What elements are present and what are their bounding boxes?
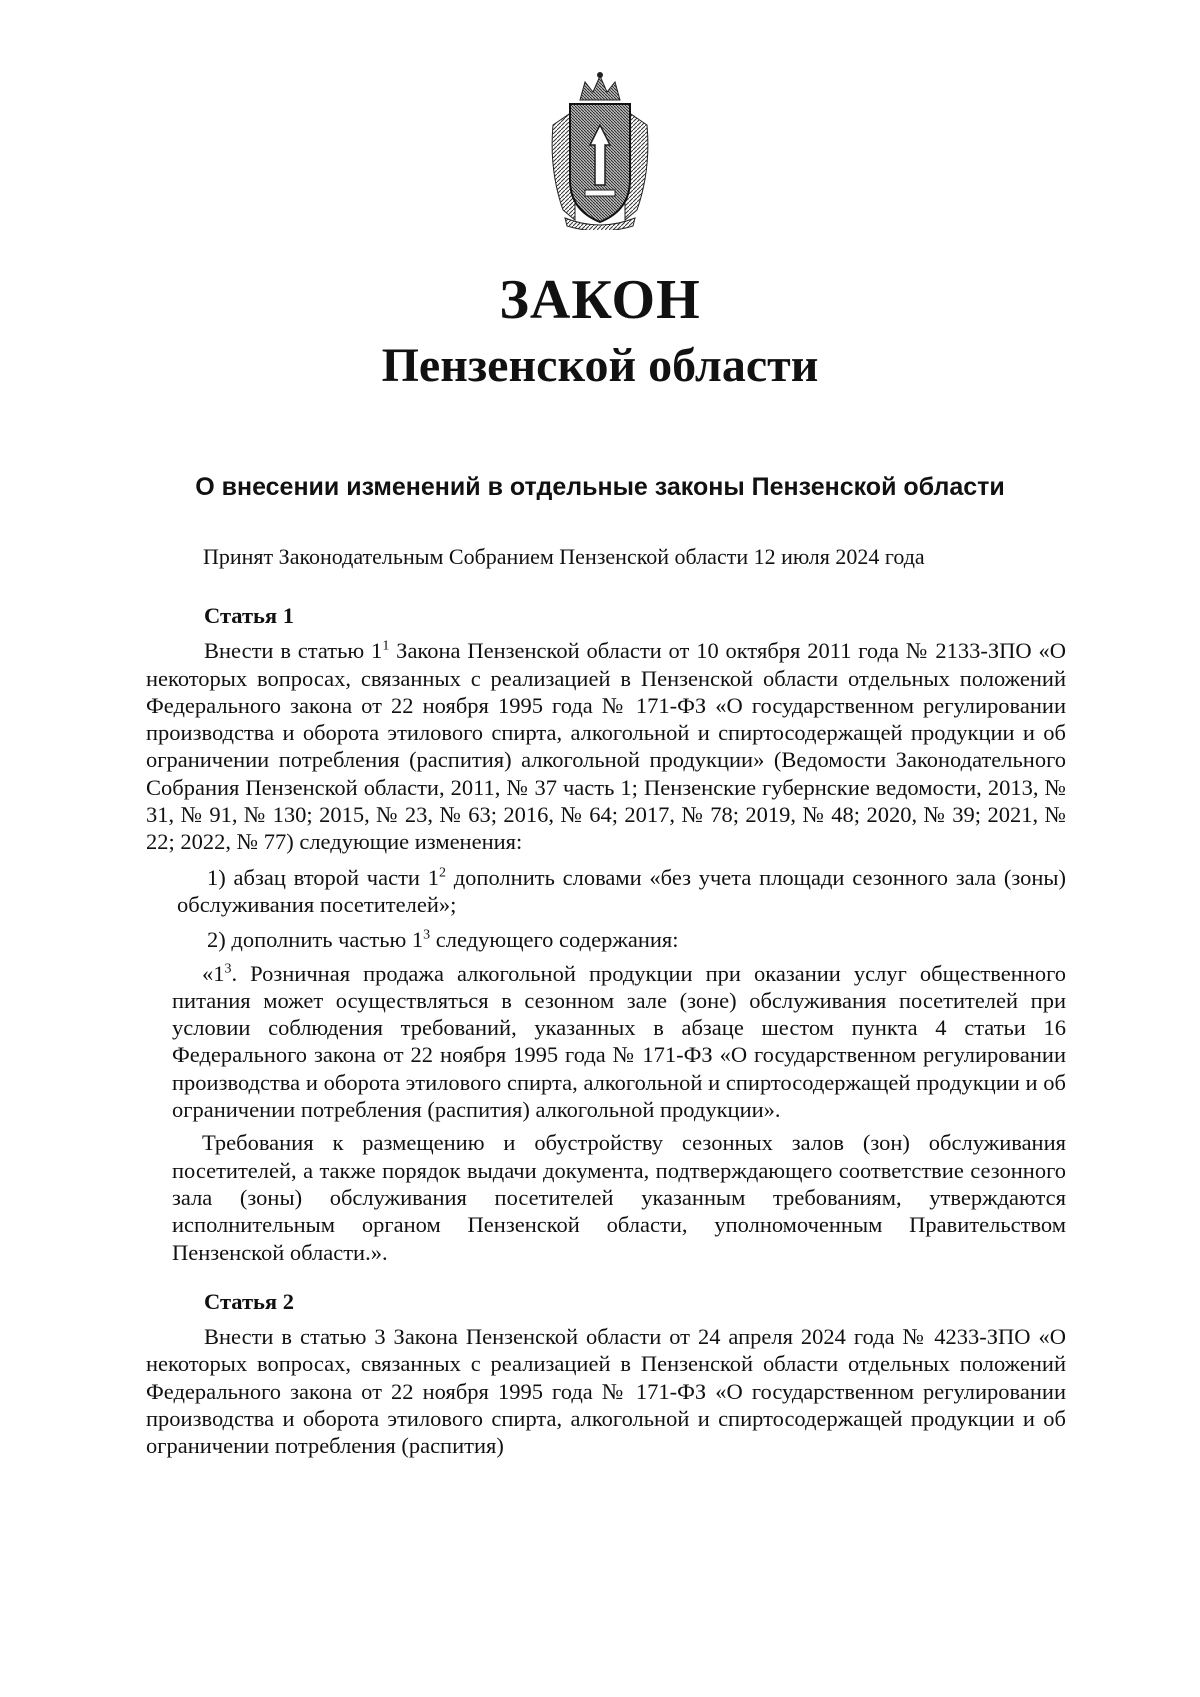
article-1-item-2-text-continued: следующего содержания:: [430, 927, 679, 953]
article-1-item-2-text: 2) дополнить частью 1: [207, 927, 424, 953]
article-2-intro: Внести в статью 3 Закона Пензенской области от 24 апреля 2024 года № 4233-ЗПО «О некоторых вопросах, связанных с реализацией в Пензенской области отдельных положений Федерального закона от 22 ноября 1995 года № 171-ФЗ «О государственном регулировании производства и оборота этилового спирта, алкогольной и спиртосодержащей продукции и об ограничении потребления (распития): [146, 1324, 1066, 1459]
article-1-item-1-text: 1) абзац второй части 1: [207, 864, 439, 890]
article-1-intro-text: Внести в статью 1: [204, 638, 383, 664]
penza-coat-of-arms-icon: [545, 70, 655, 230]
article-1-quoted-part-1-superscript: 3: [224, 961, 232, 977]
adoption-note: Принят Законодательным Собранием Пензенской области 12 июля 2024 года: [203, 544, 925, 569]
article-1-item-1-superscript: 2: [438, 865, 446, 881]
article-1-quoted-part-1: [146, 960, 1066, 1124]
article-1-quoted-part-1-text-continued: . Розничная продажа алкогольной продукции при оказании услуг общественного питания может осуществляться в сезонном зале (зоне) обслуживания посетителей при условии соблюдения требований, указанных в абзаце шестом пункта 4 статьи 16 Федерального закона от 22 ноября 1995 года № 171-ФЗ «О государственном регулировании производства и оборота этилового спирта, алкогольной и спиртосодержащей продукции и об ограничении потребления (распития) алкогольной продукции».: [172, 960, 1066, 1123]
document-body: [146, 602, 1066, 1460]
article-1-heading: Статья 1: [204, 603, 294, 628]
article-2-heading: Статья 2: [204, 1288, 294, 1314]
article-1-item-1: [146, 864, 1066, 919]
document-subject: О внесении изменений в отдельные законы Пензенской области: [195, 473, 1005, 501]
article-1-item-1-text-continued: дополнить словами «без учета площади сезонного зала (зоны) обслуживания посетителей»;: [177, 864, 1066, 917]
article-1-intro: [146, 637, 1066, 855]
law-region: Пензенской области: [381, 339, 819, 392]
article-1-item-2: [146, 926, 1066, 953]
article-1-quoted-part-1-text: «1: [202, 960, 225, 986]
article-1-item-2-superscript: 3: [423, 927, 431, 943]
article-1-intro-superscript: 1: [382, 638, 390, 654]
spacer: [146, 1266, 1066, 1288]
article-1-quoted-part-2: Требования к размещению и обустройству сезонных залов (зон) обслуживания посетителей, а также порядок выдачи документа, подтверждающего соответствие сезонного зала (зоны) обслуживания посетителей указанным требованиям, утверждаются исполнительным органом Пензенской области, уполномоченным Правительством Пензенской области.».: [172, 1130, 1066, 1265]
article-1-intro-text-continued: Закона Пензенской области от 10 октября 2011 года № 2133-ЗПО «О некоторых вопросах, связанных с реализацией в Пензенской области отдельных положений Федерального закона от 22 ноября 1995 года № 171-ФЗ «О государственном регулировании производства и оборота этилового спирта, алкогольной и спиртосодержащей продукции и об ограничении потребления (распития) алкогольной продукции» (Ведомости Законодательного Собрания Пензенской области, 2011, № 37 часть 1; Пензенские губернские ведомости, 2013, № 31, № 91, № 130; 2015, № 23, № 63; 2016, № 64; 2017, № 78; 2019, № 48; 2020, № 39; 2021, № 22; 2022, № 77) следующие изменения:: [146, 638, 1066, 855]
law-title: ЗАКОН: [499, 269, 701, 331]
